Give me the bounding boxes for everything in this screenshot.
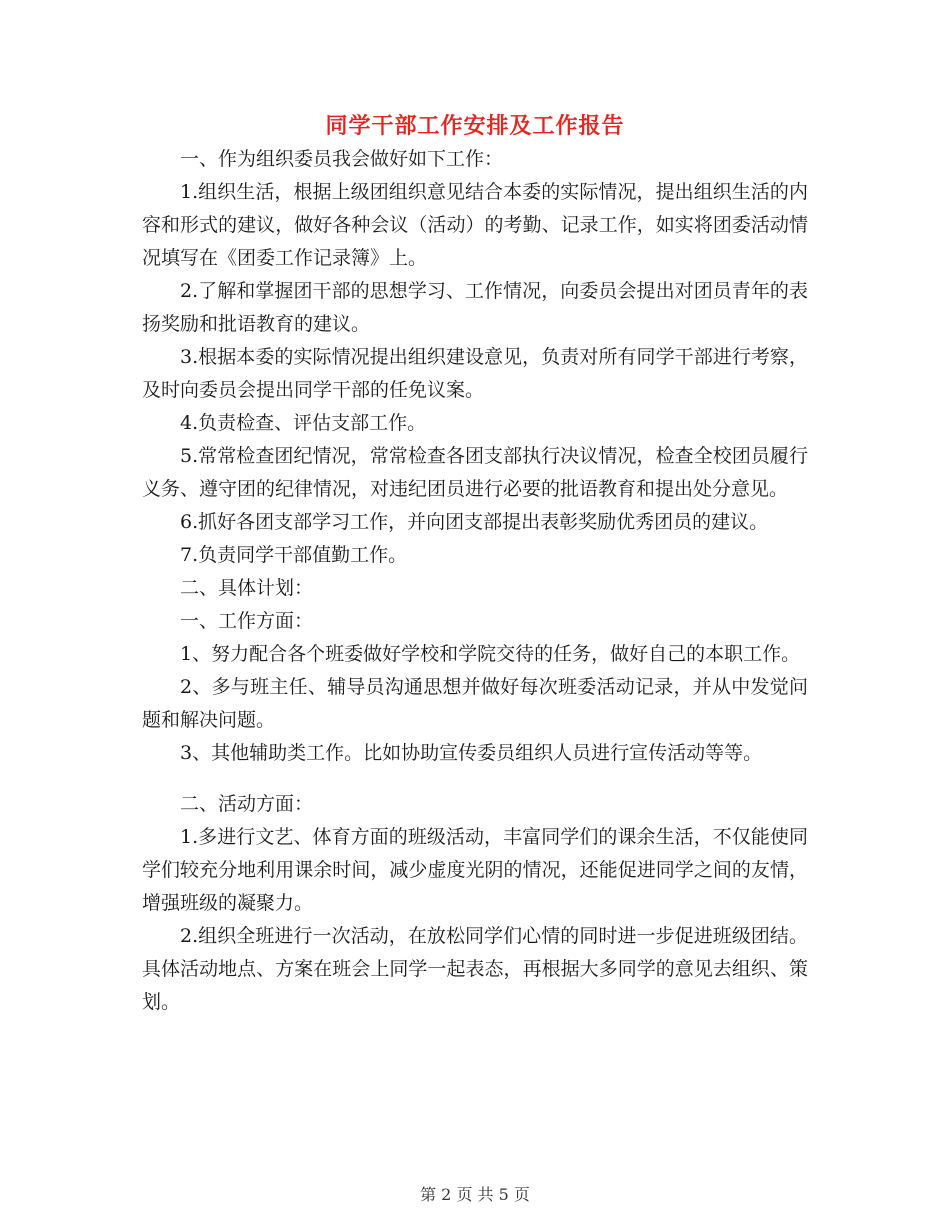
section-heading: 二、具体计划：	[180, 577, 314, 599]
paragraph: 6.抓好各团支部学习工作，并向团支部提出表彰奖励优秀团员的建议。	[180, 511, 769, 533]
paragraph: 1.组织生活，根据上级团组织意见结合本委的实际情况，提出组织生活的内容和形式的建议，做好各种会议（活动）的考勤、记录工作，如实将团委活动情况填写在《团委工作记录簿》上。	[142, 181, 808, 269]
paragraph: 1、努力配合各个班委做好学校和学院交待的任务，做好自己的本职工作。	[180, 643, 801, 665]
page-number: 第 2 页 共 5 页	[420, 1185, 530, 1204]
paragraph: 1.多进行文艺、体育方面的班级活动，丰富同学们的课余生活，不仅能使同学们较充分地利用课余时间，减少虚度光阴的情况，还能促进同学之间的友情，增强班级的凝聚力。	[142, 826, 808, 914]
paragraph: 5.常常检查团纪情况，常常检查各团支部执行决议情况，检查全校团员履行义务、遵守团的纪律情况，对违纪团员进行必要的批语教育和提出处分意见。	[142, 445, 808, 500]
paragraph: 2.组织全班进行一次活动，在放松同学们心情的同时进一步促进班级团结。具体活动地点、方案在班会上同学一起表态，再根据大多同学的意见去组织、策划。	[142, 925, 808, 1013]
document-body	[142, 143, 808, 1019]
paragraph: 7.负责同学干部值勤工作。	[180, 544, 408, 566]
paragraph: 3.根据本委的实际情况提出组织建设意见，负责对所有同学干部进行考察，及时向委员会提出同学干部的任免议案。	[142, 346, 808, 401]
paragraph: 2.了解和掌握团干部的思想学习、工作情况，向委员会提出对团员青年的表扬奖励和批语教育的建议。	[142, 280, 808, 335]
section-heading: 一、作为组织委员我会做好如下工作：	[180, 148, 504, 170]
document-title: 同学干部工作安排及工作报告	[325, 113, 625, 139]
subsection-heading: 一、工作方面：	[180, 610, 314, 632]
subsection-heading: 二、活动方面：	[180, 793, 314, 815]
paragraph: 2、多与班主任、辅导员沟通思想并做好每次班委活动记录，并从中发觉问题和解决问题。	[142, 676, 808, 731]
paragraph: 3、其他辅助类工作。比如协助宣传委员组织人员进行宣传活动等等。	[180, 742, 763, 764]
paragraph: 4.负责检查、评估支部工作。	[180, 412, 427, 434]
